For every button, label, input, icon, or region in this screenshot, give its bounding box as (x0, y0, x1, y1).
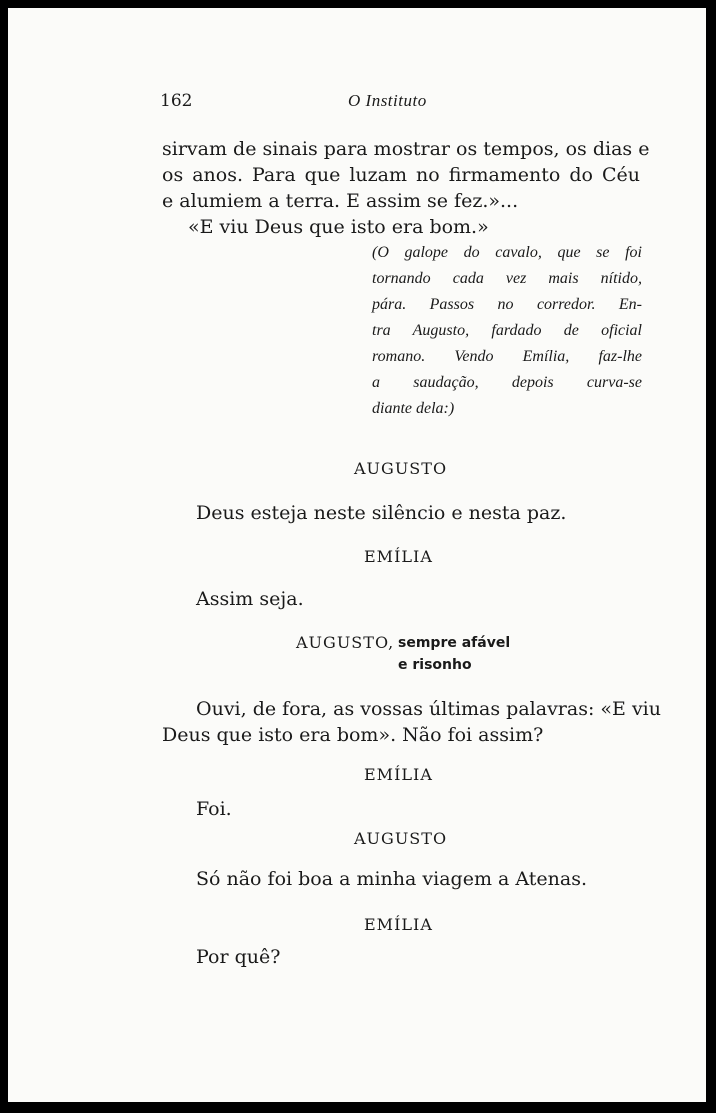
stage-direction-line: romano. Vendo Emília, faz-lhe (372, 348, 642, 365)
stage-direction-line: (O galope do cavalo, que se foi (372, 244, 642, 261)
text-line: e alumiem a terra. E assim se fez.»... (162, 190, 519, 212)
stage-direction-line: diante dela:) (372, 400, 455, 417)
dialogue-line: Deus esteja neste silêncio e nesta paz. (196, 502, 567, 524)
dialogue-line: Assim seja. (196, 588, 304, 610)
dialogue-line: Por quê? (196, 946, 281, 968)
speaker-name: EMÍLIA (364, 765, 433, 784)
dialogue-line: Só não foi boa a minha viagem a Atenas. (196, 868, 587, 890)
speaker-name: AUGUSTO, (296, 633, 395, 652)
speaker-name: AUGUSTO (354, 459, 448, 478)
speaker-name: EMÍLIA (364, 915, 433, 934)
stage-direction-line: tornando cada vez mais nítido, (372, 270, 642, 287)
dialogue-line: Ouvi, de fora, as vossas últimas palavras: «E viu (196, 698, 661, 720)
stage-direction-line: tra Augusto, fardado de oficial (372, 322, 642, 339)
text-line: sirvam de sinais para mostrar os tempos, os dias e (162, 138, 650, 160)
text-line: os anos. Para que luzam no firmamento do Céu (162, 164, 640, 186)
stage-direction-line: pára. Passos no corredor. En- (372, 296, 642, 313)
stage-direction-line: a saudação, depois curva-se (372, 374, 642, 391)
book-page (8, 8, 706, 1102)
speaker-direction: e risonho (398, 657, 472, 673)
speaker-direction: sempre afável (398, 635, 511, 651)
dialogue-line: Foi. (196, 798, 232, 820)
text-line: «E viu Deus que isto era bom.» (188, 216, 489, 238)
speaker-name: EMÍLIA (364, 547, 433, 566)
dialogue-line: Deus que isto era bom». Não foi assim? (162, 724, 544, 746)
running-title: O Instituto (348, 91, 427, 110)
speaker-name: AUGUSTO (354, 829, 448, 848)
page-number: 162 (160, 91, 193, 111)
